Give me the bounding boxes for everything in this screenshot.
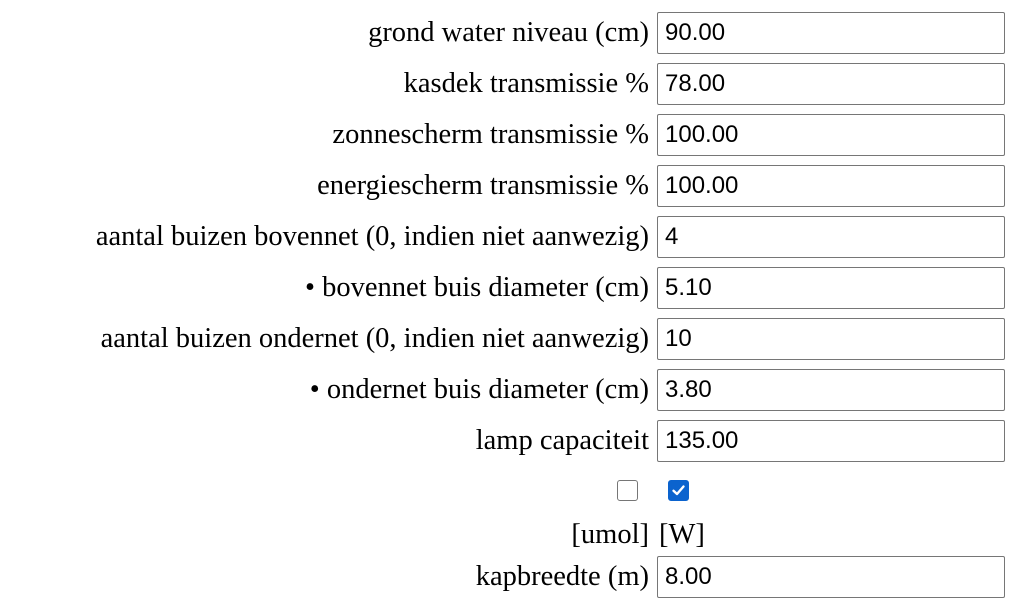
lamp-unit-labels	[0, 512, 1011, 558]
aantal-buizen-ondernet-input[interactable]	[657, 318, 1005, 360]
aantal-buizen-bovennet-input[interactable]	[657, 216, 1005, 258]
ondernet-buis-diameter-input[interactable]	[657, 369, 1005, 411]
grond-water-niveau-label: grond water niveau (cm)	[368, 17, 649, 48]
row-grond-water-niveau	[0, 10, 1011, 56]
row-zonnescherm-transmissie	[0, 112, 1011, 158]
w-checkbox[interactable]	[668, 480, 689, 501]
aantal-buizen-ondernet-label: aantal buizen ondernet (0, indien niet aanwezig)	[100, 323, 649, 354]
bovennet-buis-diameter-input[interactable]	[657, 267, 1005, 309]
row-kasdek-transmissie	[0, 61, 1011, 107]
checkmark-icon	[671, 483, 686, 498]
w-unit-label: [W]	[659, 519, 705, 550]
row-aantal-buizen-bovennet	[0, 214, 1011, 260]
zonnescherm-transmissie-label: zonnescherm transmissie %	[332, 119, 649, 150]
zonnescherm-transmissie-input[interactable]	[657, 114, 1005, 156]
bovennet-buis-diameter-label: • bovennet buis diameter (cm)	[305, 272, 649, 303]
lamp-capaciteit-input[interactable]	[657, 420, 1005, 462]
row-ondernet-buis-diameter	[0, 367, 1011, 413]
umol-checkbox[interactable]	[617, 480, 638, 501]
row-aantal-buizen-ondernet	[0, 316, 1011, 362]
row-energiescherm-transmissie	[0, 163, 1011, 209]
row-bovennet-buis-diameter	[0, 265, 1011, 311]
row-kapbreedte	[0, 554, 1011, 600]
grond-water-niveau-input[interactable]	[657, 12, 1005, 54]
kasdek-transmissie-input[interactable]	[657, 63, 1005, 105]
ondernet-buis-diameter-label: • ondernet buis diameter (cm)	[309, 374, 649, 405]
row-lamp-capaciteit	[0, 418, 1011, 464]
energiescherm-transmissie-label: energiescherm transmissie %	[317, 170, 649, 201]
lamp-capaciteit-label: lamp capaciteit	[475, 425, 649, 456]
kapbreedte-label: kapbreedte (m)	[475, 561, 649, 592]
kapbreedte-input[interactable]	[657, 556, 1005, 598]
energiescherm-transmissie-input[interactable]	[657, 165, 1005, 207]
kasdek-transmissie-label: kasdek transmissie %	[403, 68, 649, 99]
aantal-buizen-bovennet-label: aantal buizen bovennet (0, indien niet aanwezig)	[95, 221, 649, 252]
umol-unit-label: [umol]	[571, 519, 649, 550]
